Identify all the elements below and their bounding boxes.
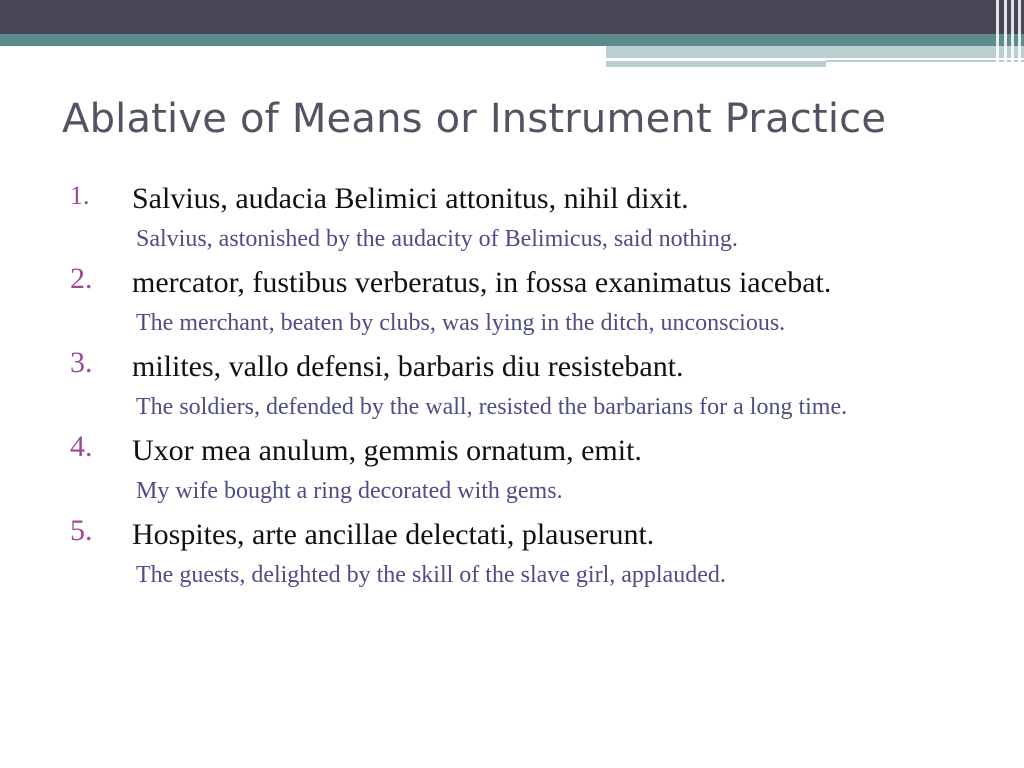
header-band-teal xyxy=(0,34,1024,46)
latin-sentence: mercator, fustibus verberatus, in fossa exanimatus iacebat. xyxy=(132,266,832,299)
latin-sentence: milites, vallo defensi, barbaris diu resistebant. xyxy=(132,350,684,383)
list-item xyxy=(70,514,950,592)
list-item xyxy=(70,262,950,340)
item-number: 2. xyxy=(70,262,93,295)
list-item xyxy=(70,430,950,508)
item-number: 3. xyxy=(70,346,93,379)
english-translation: The merchant, beaten by clubs, was lying in the ditch, unconscious. xyxy=(136,310,786,336)
english-translation: The soldiers, defended by the wall, resisted the barbarians for a long time. xyxy=(136,394,848,420)
practice-list xyxy=(70,178,950,598)
list-item xyxy=(70,178,950,256)
english-translation: Salvius, astonished by the audacity of Belimicus, said nothing. xyxy=(136,226,738,252)
header-accent-bar xyxy=(606,46,1024,58)
english-translation: My wife bought a ring decorated with gems. xyxy=(136,478,563,504)
item-number: 5. xyxy=(70,514,93,547)
list-item xyxy=(70,346,950,424)
item-number: 1. xyxy=(70,181,90,210)
item-number: 4. xyxy=(70,430,93,463)
latin-sentence: Uxor mea anulum, gemmis ornatum, emit. xyxy=(132,434,642,467)
latin-sentence: Hospites, arte ancillae delectati, plauserunt. xyxy=(132,518,655,551)
page-title: Ablative of Means or Instrument Practice xyxy=(62,96,887,142)
header-band-dark xyxy=(0,0,1024,34)
latin-sentence: Salvius, audacia Belimici attonitus, nihil dixit. xyxy=(132,182,689,215)
english-translation: The guests, delighted by the skill of the slave girl, applauded. xyxy=(136,562,726,588)
header-accent-bar-small xyxy=(606,61,826,67)
header-vertical-stripes xyxy=(992,0,1024,70)
